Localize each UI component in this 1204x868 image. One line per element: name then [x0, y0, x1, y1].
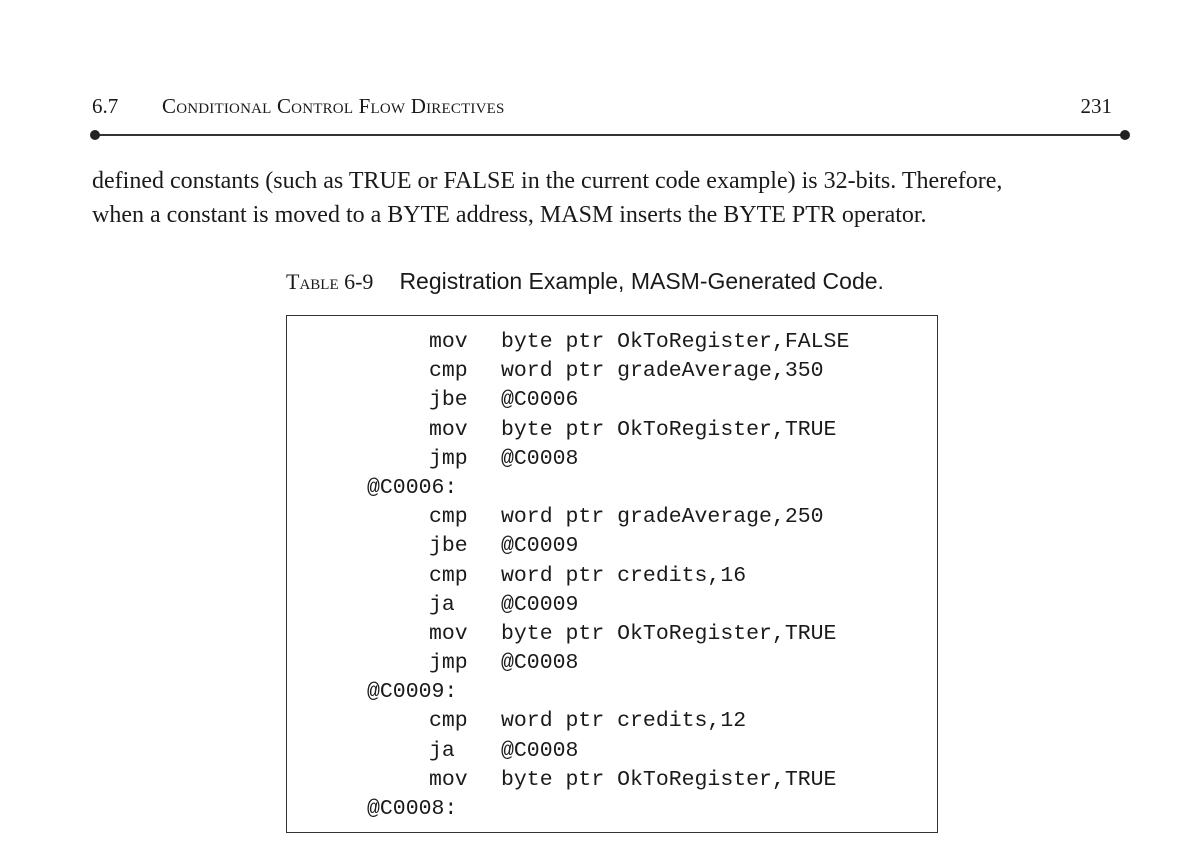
code-operands: @C0008: [501, 651, 579, 676]
page-number: 231: [1080, 94, 1112, 118]
section-title: Conditional Control Flow Directives: [162, 94, 505, 118]
header-rule: [95, 134, 1125, 136]
section-number: 6.7: [92, 94, 119, 118]
code-operands: @C0006: [501, 388, 579, 413]
code-operands: @C0009: [501, 534, 579, 559]
code-mnemonic: cmp: [429, 709, 468, 734]
table-title: Registration Example, MASM-Generated Code.: [399, 268, 884, 294]
code-mnemonic: cmp: [429, 505, 468, 530]
code-mnemonic: jbe: [429, 534, 468, 559]
body-line: when a constant is moved to a BYTE address, MASM inserts the BYTE PTR operator.: [92, 202, 927, 228]
table-caption: [286, 268, 884, 298]
code-operands: byte ptr OkToRegister,FALSE: [501, 330, 850, 354]
code-mnemonic: cmp: [429, 563, 468, 588]
code-operands: @C0008: [501, 738, 579, 763]
code-mnemonic: ja: [429, 592, 455, 617]
code-mnemonic: jmp: [429, 651, 468, 676]
code-mnemonic: mov: [429, 767, 468, 792]
code-operands: byte ptr OkToRegister,TRUE: [501, 417, 837, 442]
code-label: @C0006:: [367, 475, 458, 500]
code-mnemonic: mov: [429, 621, 468, 646]
code-mnemonic: mov: [429, 417, 468, 442]
code-operands: word ptr gradeAverage,350: [501, 359, 824, 384]
code-mnemonic: mov: [429, 330, 468, 354]
code-operands: @C0008: [501, 446, 579, 471]
rule-end-dot-left: [90, 130, 100, 140]
code-label: @C0009:: [367, 680, 458, 705]
code-operands: word ptr credits,12: [501, 709, 747, 734]
code-operands: @C0009: [501, 592, 579, 617]
code-operands: word ptr gradeAverage,250: [501, 505, 824, 530]
table-label: Table 6-9: [286, 269, 374, 294]
code-operands: byte ptr OkToRegister,TRUE: [501, 621, 837, 646]
body-paragraph: [92, 164, 1122, 232]
code-mnemonic: jmp: [429, 446, 468, 471]
body-line: defined constants (such as TRUE or FALSE in the current code example) is 32-bits. Therefore,: [92, 168, 1003, 194]
code-mnemonic: ja: [429, 738, 455, 763]
code-mnemonic: jbe: [429, 388, 468, 413]
code-operands: byte ptr OkToRegister,TRUE: [501, 767, 837, 792]
code-label: @C0008:: [367, 797, 458, 821]
running-header: [92, 94, 1112, 122]
code-mnemonic: cmp: [429, 359, 468, 384]
code-listing: [286, 315, 938, 833]
rule-end-dot-right: [1120, 130, 1130, 140]
code-operands: word ptr credits,16: [501, 563, 747, 588]
